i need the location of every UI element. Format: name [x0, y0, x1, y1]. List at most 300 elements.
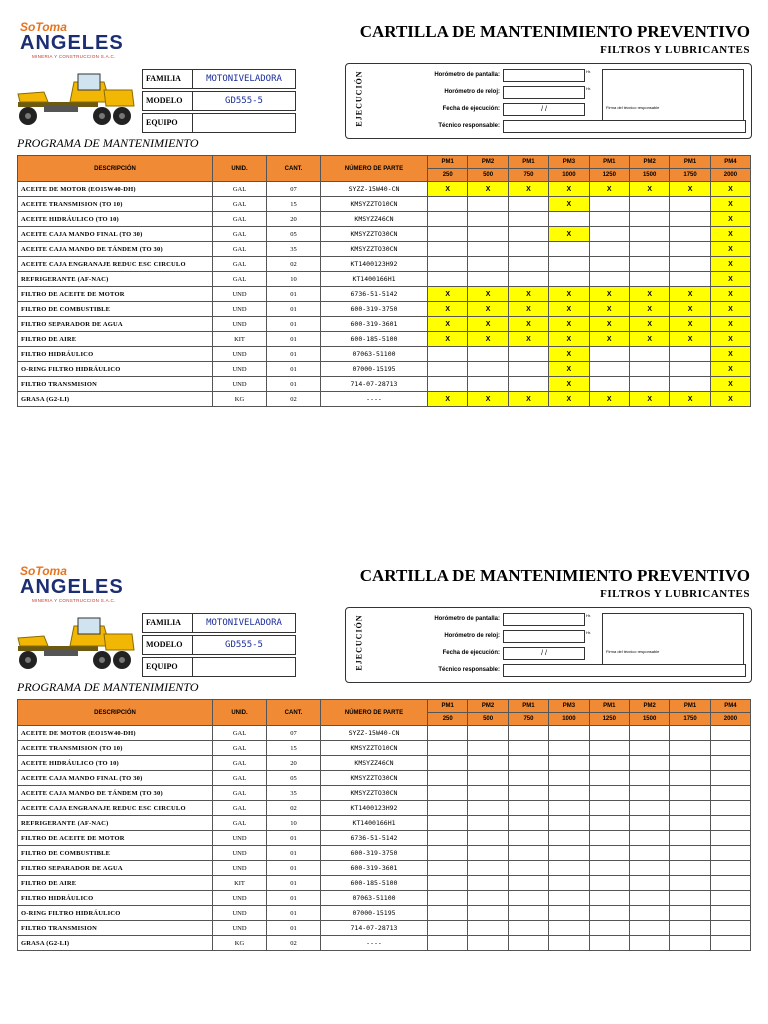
cell-empty[interactable] — [508, 756, 548, 771]
cell-empty[interactable] — [549, 257, 589, 272]
cell-empty[interactable] — [549, 816, 589, 831]
cell-mark[interactable]: X — [508, 392, 548, 407]
cell-empty[interactable] — [549, 846, 589, 861]
cell-empty[interactable] — [428, 906, 468, 921]
cell-mark[interactable]: X — [710, 257, 750, 272]
cell-empty[interactable] — [549, 756, 589, 771]
cell-mark[interactable]: X — [549, 182, 589, 197]
cell-empty[interactable] — [508, 741, 548, 756]
exec-field[interactable] — [503, 120, 746, 133]
cell-empty[interactable] — [589, 362, 629, 377]
cell-empty[interactable] — [468, 726, 508, 741]
cell-empty[interactable] — [629, 212, 669, 227]
cell-empty[interactable] — [589, 756, 629, 771]
cell-empty[interactable] — [468, 741, 508, 756]
cell-empty[interactable] — [428, 756, 468, 771]
cell-empty[interactable] — [629, 362, 669, 377]
cell-empty[interactable] — [629, 876, 669, 891]
cell-empty[interactable] — [670, 846, 710, 861]
cell-empty[interactable] — [508, 936, 548, 951]
cell-empty[interactable] — [629, 831, 669, 846]
cell-empty[interactable] — [710, 756, 750, 771]
cell-mark[interactable]: X — [589, 302, 629, 317]
cell-cant: 01 — [267, 287, 321, 302]
signature-caption: Firma del técnico responsable — [606, 105, 660, 110]
table-row — [18, 831, 751, 846]
cell-empty[interactable] — [508, 227, 548, 242]
cell-mark[interactable]: X — [549, 362, 589, 377]
cell-empty[interactable] — [629, 771, 669, 786]
cell-empty[interactable] — [670, 816, 710, 831]
cell-mark[interactable]: X — [710, 317, 750, 332]
cell-mark[interactable]: X — [428, 302, 468, 317]
cell-empty[interactable] — [549, 212, 589, 227]
cell-empty[interactable] — [629, 891, 669, 906]
cell-empty[interactable] — [670, 831, 710, 846]
cell-empty[interactable] — [428, 891, 468, 906]
cell-mark[interactable]: X — [710, 302, 750, 317]
cell-empty[interactable] — [428, 876, 468, 891]
cell-mark[interactable]: X — [549, 332, 589, 347]
cell-empty[interactable] — [428, 741, 468, 756]
maintenance-sheet — [0, 544, 768, 1014]
cell-parte: 600-319-3601 — [321, 861, 428, 876]
cell-empty[interactable] — [428, 786, 468, 801]
cell-empty[interactable] — [428, 846, 468, 861]
cell-empty[interactable] — [468, 861, 508, 876]
cell-empty[interactable] — [428, 212, 468, 227]
cell-empty[interactable] — [549, 921, 589, 936]
cell-mark[interactable]: X — [508, 182, 548, 197]
cell-empty[interactable] — [629, 756, 669, 771]
cell-empty[interactable] — [428, 272, 468, 287]
cell-empty[interactable] — [508, 197, 548, 212]
cell-mark[interactable]: X — [670, 182, 710, 197]
cell-empty[interactable] — [629, 846, 669, 861]
cell-empty[interactable] — [428, 197, 468, 212]
cell-empty[interactable] — [710, 726, 750, 741]
cell-empty[interactable] — [468, 227, 508, 242]
cell-empty[interactable] — [508, 242, 548, 257]
cell-empty[interactable] — [670, 786, 710, 801]
info-value[interactable]: GD555-5 — [225, 96, 263, 106]
info-row-modelo — [142, 635, 296, 655]
cell-empty[interactable] — [508, 891, 548, 906]
cell-parte: ---- — [321, 392, 428, 407]
cell-unid: GAL — [213, 726, 267, 741]
cell-empty[interactable] — [428, 377, 468, 392]
cell-empty[interactable] — [428, 242, 468, 257]
cell-empty[interactable] — [468, 347, 508, 362]
cell-empty[interactable] — [589, 936, 629, 951]
col-header-pm: PM2 — [629, 700, 669, 713]
cell-empty[interactable] — [670, 801, 710, 816]
cell-mark[interactable]: X — [629, 332, 669, 347]
cell-empty[interactable] — [629, 936, 669, 951]
cell-mark[interactable]: X — [428, 182, 468, 197]
cell-mark[interactable]: X — [468, 317, 508, 332]
cell-unid: GAL — [213, 741, 267, 756]
cell-empty[interactable] — [549, 786, 589, 801]
cell-mark[interactable]: X — [710, 332, 750, 347]
exec-label: Técnico responsable: — [438, 123, 500, 129]
cell-empty[interactable] — [670, 212, 710, 227]
cell-empty[interactable] — [710, 801, 750, 816]
cell-mark[interactable]: X — [589, 317, 629, 332]
cell-empty[interactable] — [549, 906, 589, 921]
cell-mark[interactable]: X — [589, 287, 629, 302]
signature-box[interactable] — [602, 613, 744, 665]
cell-empty[interactable] — [428, 801, 468, 816]
cell-empty[interactable] — [629, 726, 669, 741]
cell-mark[interactable]: X — [710, 242, 750, 257]
cell-mark[interactable]: X — [629, 317, 669, 332]
cell-empty[interactable] — [468, 906, 508, 921]
exec-field[interactable]: / / — [503, 103, 585, 116]
cell-empty[interactable] — [670, 906, 710, 921]
cell-empty[interactable] — [549, 861, 589, 876]
cell-mark[interactable]: X — [468, 182, 508, 197]
cell-empty[interactable] — [428, 227, 468, 242]
cell-empty[interactable] — [508, 816, 548, 831]
info-value[interactable] — [193, 114, 295, 132]
cell-empty[interactable] — [428, 726, 468, 741]
cell-empty[interactable] — [508, 786, 548, 801]
cell-empty[interactable] — [589, 876, 629, 891]
cell-empty[interactable] — [589, 861, 629, 876]
cell-mark[interactable]: X — [629, 287, 669, 302]
cell-empty[interactable] — [468, 831, 508, 846]
cell-empty[interactable] — [428, 861, 468, 876]
cell-empty[interactable] — [629, 921, 669, 936]
cell-unid: UND — [213, 317, 267, 332]
cell-empty[interactable] — [589, 227, 629, 242]
cell-mark[interactable]: X — [549, 392, 589, 407]
cell-empty[interactable] — [670, 861, 710, 876]
cell-empty[interactable] — [508, 906, 548, 921]
cell-empty[interactable] — [589, 801, 629, 816]
cell-unid: UND — [213, 921, 267, 936]
cell-empty[interactable] — [670, 272, 710, 287]
cell-empty[interactable] — [428, 936, 468, 951]
info-value[interactable]: GD555-5 — [225, 640, 263, 650]
cell-empty[interactable] — [670, 242, 710, 257]
cell-empty[interactable] — [468, 891, 508, 906]
cell-empty[interactable] — [670, 891, 710, 906]
cell-mark[interactable]: X — [589, 332, 629, 347]
info-value[interactable] — [193, 658, 295, 676]
cell-empty[interactable] — [670, 197, 710, 212]
cell-empty[interactable] — [468, 816, 508, 831]
cell-cant: 02 — [267, 257, 321, 272]
cell-empty[interactable] — [589, 846, 629, 861]
page-subtitle: FILTROS Y LUBRICANTES — [600, 44, 750, 56]
cell-mark[interactable]: X — [549, 197, 589, 212]
cell-empty[interactable] — [508, 801, 548, 816]
cell-empty[interactable] — [629, 741, 669, 756]
logo-sub-text: MINERIA Y CONSTRUCCION S.A.C. — [32, 54, 116, 59]
cell-empty[interactable] — [710, 936, 750, 951]
cell-empty[interactable] — [710, 876, 750, 891]
cell-empty[interactable] — [629, 377, 669, 392]
cell-descripcion: ACEITE CAJA MANDO DE TÁNDEM (TO 30) — [18, 786, 213, 801]
cell-empty[interactable] — [468, 876, 508, 891]
cell-empty[interactable] — [468, 272, 508, 287]
exec-field[interactable] — [503, 630, 585, 643]
cell-empty[interactable] — [670, 257, 710, 272]
cell-empty[interactable] — [508, 257, 548, 272]
cell-empty[interactable] — [468, 921, 508, 936]
cell-empty[interactable] — [670, 756, 710, 771]
cell-mark[interactable]: X — [710, 392, 750, 407]
cell-empty[interactable] — [468, 362, 508, 377]
cell-empty[interactable] — [629, 242, 669, 257]
cell-empty[interactable] — [589, 272, 629, 287]
cell-descripcion: GRASA (G2-LI) — [18, 936, 213, 951]
cell-empty[interactable] — [549, 741, 589, 756]
cell-mark[interactable]: X — [710, 212, 750, 227]
info-label: EQUIPO — [143, 114, 193, 132]
cell-empty[interactable] — [589, 771, 629, 786]
cell-cant: 01 — [267, 891, 321, 906]
cell-empty[interactable] — [629, 272, 669, 287]
cell-parte: KMSYZZTO30CN — [321, 771, 428, 786]
cell-empty[interactable] — [710, 921, 750, 936]
cell-empty[interactable] — [549, 771, 589, 786]
cell-mark[interactable]: X — [710, 287, 750, 302]
cell-empty[interactable] — [629, 816, 669, 831]
cell-empty[interactable] — [629, 197, 669, 212]
cell-empty[interactable] — [629, 786, 669, 801]
cell-empty[interactable] — [549, 936, 589, 951]
cell-empty[interactable] — [670, 771, 710, 786]
cell-empty[interactable] — [710, 786, 750, 801]
cell-empty[interactable] — [710, 771, 750, 786]
cell-empty[interactable] — [468, 257, 508, 272]
cell-empty[interactable] — [710, 846, 750, 861]
cell-empty[interactable] — [589, 906, 629, 921]
cell-empty[interactable] — [589, 212, 629, 227]
cell-empty[interactable] — [670, 741, 710, 756]
cell-empty[interactable] — [508, 347, 548, 362]
cell-mark[interactable]: X — [549, 347, 589, 362]
cell-mark[interactable]: X — [670, 302, 710, 317]
cell-mark[interactable]: X — [549, 317, 589, 332]
cell-empty[interactable] — [670, 726, 710, 741]
cell-empty[interactable] — [508, 831, 548, 846]
cell-empty[interactable] — [589, 741, 629, 756]
cell-empty[interactable] — [428, 362, 468, 377]
cell-empty[interactable] — [670, 347, 710, 362]
cell-empty[interactable] — [589, 816, 629, 831]
cell-empty[interactable] — [508, 212, 548, 227]
cell-mark[interactable]: X — [468, 302, 508, 317]
cell-unid: KG — [213, 392, 267, 407]
signature-box[interactable] — [602, 69, 744, 121]
cell-mark[interactable]: X — [589, 182, 629, 197]
cell-mark[interactable]: X — [428, 317, 468, 332]
cell-empty[interactable] — [589, 891, 629, 906]
cell-empty[interactable] — [468, 846, 508, 861]
cell-mark[interactable]: X — [670, 392, 710, 407]
col-header-pm: PM2 — [468, 700, 508, 713]
cell-empty[interactable] — [589, 257, 629, 272]
cell-mark[interactable]: X — [428, 332, 468, 347]
cell-empty[interactable] — [629, 257, 669, 272]
cell-empty[interactable] — [710, 816, 750, 831]
cell-empty[interactable] — [549, 876, 589, 891]
cell-mark[interactable]: X — [508, 332, 548, 347]
cell-mark[interactable]: X — [629, 302, 669, 317]
cell-empty[interactable] — [428, 921, 468, 936]
cell-mark[interactable]: X — [428, 287, 468, 302]
cell-mark[interactable]: X — [629, 392, 669, 407]
cell-empty[interactable] — [589, 242, 629, 257]
cell-empty[interactable] — [508, 846, 548, 861]
cell-unid: GAL — [213, 756, 267, 771]
cell-empty[interactable] — [468, 212, 508, 227]
exec-field[interactable]: / / — [503, 647, 585, 660]
cell-mark[interactable]: X — [710, 272, 750, 287]
cell-mark[interactable]: X — [508, 287, 548, 302]
cell-empty[interactable] — [589, 377, 629, 392]
info-row-familia — [142, 613, 296, 633]
cell-unid: GAL — [213, 771, 267, 786]
cell-empty[interactable] — [589, 347, 629, 362]
cell-descripcion: FILTRO HIDRÁULICO — [18, 891, 213, 906]
cell-empty[interactable] — [468, 936, 508, 951]
cell-mark[interactable]: X — [670, 317, 710, 332]
exec-field[interactable] — [503, 664, 746, 677]
cell-mark[interactable]: X — [508, 317, 548, 332]
cell-empty[interactable] — [629, 227, 669, 242]
cell-empty[interactable] — [589, 197, 629, 212]
cell-unid: GAL — [213, 242, 267, 257]
cell-empty[interactable] — [468, 771, 508, 786]
cell-mark[interactable]: X — [549, 227, 589, 242]
exec-field[interactable] — [503, 69, 585, 82]
cell-empty[interactable] — [508, 921, 548, 936]
cell-empty[interactable] — [549, 891, 589, 906]
cell-unid: KIT — [213, 876, 267, 891]
cell-mark[interactable]: X — [710, 227, 750, 242]
cell-empty[interactable] — [670, 377, 710, 392]
cell-empty[interactable] — [629, 347, 669, 362]
cell-empty[interactable] — [670, 921, 710, 936]
cell-empty[interactable] — [549, 831, 589, 846]
cell-empty[interactable] — [468, 786, 508, 801]
cell-empty[interactable] — [508, 861, 548, 876]
exec-field[interactable] — [503, 86, 585, 99]
cell-mark[interactable]: X — [710, 197, 750, 212]
cell-mark[interactable]: X — [468, 392, 508, 407]
cell-empty[interactable] — [589, 921, 629, 936]
cell-empty[interactable] — [589, 726, 629, 741]
exec-field[interactable] — [503, 613, 585, 626]
cell-empty[interactable] — [468, 801, 508, 816]
cell-mark[interactable]: X — [710, 182, 750, 197]
cell-mark[interactable]: X — [710, 347, 750, 362]
cell-empty[interactable] — [549, 242, 589, 257]
cell-mark[interactable]: X — [710, 377, 750, 392]
cell-descripcion: O-RING FILTRO HIDRÁULICO — [18, 362, 213, 377]
cell-empty[interactable] — [670, 936, 710, 951]
cell-empty[interactable] — [629, 861, 669, 876]
cell-empty[interactable] — [670, 362, 710, 377]
cell-empty[interactable] — [428, 831, 468, 846]
cell-mark[interactable]: X — [549, 302, 589, 317]
cell-empty[interactable] — [629, 906, 669, 921]
cell-descripcion: FILTRO TRANSMISION — [18, 921, 213, 936]
cell-empty[interactable] — [428, 257, 468, 272]
info-label: FAMILIA — [143, 70, 193, 88]
cell-empty[interactable] — [508, 876, 548, 891]
cell-empty[interactable] — [428, 816, 468, 831]
cell-descripcion: REFRIGERANTE (AF-NAC) — [18, 272, 213, 287]
col-header-hours: 250 — [428, 713, 468, 726]
cell-parte: KMSYZZTO30CN — [321, 786, 428, 801]
cell-mark[interactable]: X — [629, 182, 669, 197]
cell-mark[interactable]: X — [468, 287, 508, 302]
cell-empty[interactable] — [710, 891, 750, 906]
cell-empty[interactable] — [468, 242, 508, 257]
cell-parte: KT1400123H92 — [321, 801, 428, 816]
cell-empty[interactable] — [508, 771, 548, 786]
cell-empty[interactable] — [629, 801, 669, 816]
cell-empty[interactable] — [589, 786, 629, 801]
cell-empty[interactable] — [508, 726, 548, 741]
cell-empty[interactable] — [508, 272, 548, 287]
col-header-hours: 1500 — [629, 713, 669, 726]
cell-empty[interactable] — [710, 741, 750, 756]
cell-empty[interactable] — [710, 831, 750, 846]
info-value[interactable]: MOTONIVELADORA — [206, 618, 282, 628]
cell-empty[interactable] — [710, 861, 750, 876]
cell-cant: 10 — [267, 816, 321, 831]
cell-mark[interactable]: X — [589, 392, 629, 407]
col-header-unid: UNID. — [213, 700, 267, 726]
cell-cant: 05 — [267, 771, 321, 786]
cell-empty[interactable] — [670, 876, 710, 891]
cell-empty[interactable] — [670, 227, 710, 242]
cell-mark[interactable]: X — [670, 332, 710, 347]
info-value[interactable]: MOTONIVELADORA — [206, 74, 282, 84]
cell-mark[interactable]: X — [549, 287, 589, 302]
cell-empty[interactable] — [710, 906, 750, 921]
cell-empty[interactable] — [468, 756, 508, 771]
cell-mark[interactable]: X — [428, 392, 468, 407]
cell-empty[interactable] — [549, 726, 589, 741]
cell-mark[interactable]: X — [508, 302, 548, 317]
cell-mark[interactable]: X — [549, 377, 589, 392]
cell-mark[interactable]: X — [468, 332, 508, 347]
cell-empty[interactable] — [508, 377, 548, 392]
cell-empty[interactable] — [549, 801, 589, 816]
cell-cant: 01 — [267, 317, 321, 332]
cell-empty[interactable] — [589, 831, 629, 846]
cell-empty[interactable] — [468, 197, 508, 212]
cell-mark[interactable]: X — [710, 362, 750, 377]
cell-empty[interactable] — [508, 362, 548, 377]
cell-empty[interactable] — [468, 377, 508, 392]
cell-empty[interactable] — [549, 272, 589, 287]
cell-empty[interactable] — [428, 347, 468, 362]
cell-descripcion: ACEITE TRANSMISION (TO 10) — [18, 741, 213, 756]
cell-mark[interactable]: X — [670, 287, 710, 302]
cell-empty[interactable] — [428, 771, 468, 786]
cell-cant: 02 — [267, 392, 321, 407]
signature-caption: Firma del técnico responsable — [606, 649, 660, 654]
